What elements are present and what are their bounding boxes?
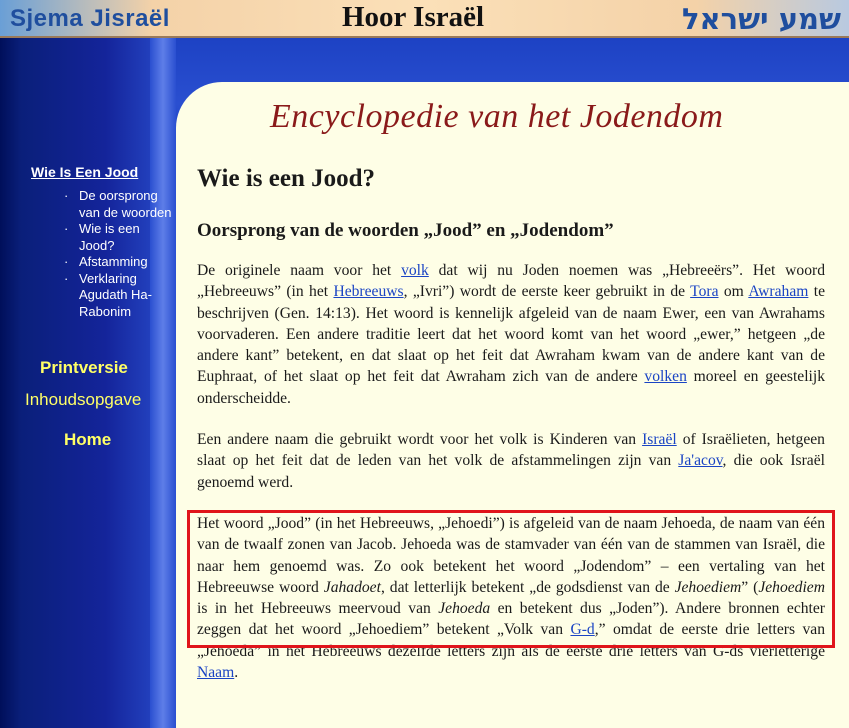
paragraph-origin — [197, 260, 825, 409]
text-run: en betekent dus „Joden”). Andere bronnen echter zeggen dat het woord „Jehoediem” betekent „Volk van — [197, 600, 825, 639]
highlight-annotation-box — [187, 510, 835, 648]
section-heading: Oorsprong van de woorden „Jood” en „Jodendom” — [197, 220, 614, 241]
text-run: , „Ivri”) wordt de eerste keer gebruikt in de — [403, 283, 691, 301]
text-run: ” ( — [741, 578, 759, 596]
term-jehoediem: Jehoediem — [758, 578, 825, 596]
site-logo-left[interactable]: Sjema Jisraël — [10, 5, 170, 32]
text-run: dat wij nu Joden noemen was „Hebreeërs”. Het woord „Hebreeuws” (in het — [197, 262, 825, 301]
site-title: Hoor Israël — [342, 1, 485, 33]
page-title: Wie is een Jood? — [197, 165, 376, 192]
link-israel[interactable]: Israël — [642, 431, 677, 449]
sidebar-subnav — [64, 188, 174, 320]
link-hebreeuws[interactable]: Hebreeuws — [333, 283, 404, 301]
text-run: , die ook Israël genoemd werd. — [197, 452, 825, 491]
link-jaacov[interactable]: Ja'acov — [678, 452, 723, 470]
text-run: , dat letterlijk betekent „de godsdienst van de — [380, 578, 675, 596]
link-volk[interactable]: volk — [401, 262, 429, 279]
link-awraham[interactable]: Awraham — [748, 283, 809, 301]
sidebar-item-wie-is-een-jood[interactable]: · Wie is een Jood? — [64, 221, 174, 254]
sidebar-item-verklaring[interactable]: · Verklaring Agudath Ha-Rabonim — [64, 271, 174, 321]
encyclopedia-banner-title: Encyclopedie van het Jodendom — [270, 98, 724, 135]
sidebar-heading-link[interactable]: Wie Is Een Jood — [31, 164, 139, 180]
text-run: De originele naam voor het — [197, 262, 402, 279]
term-jehoeda: Jehoeda — [438, 600, 491, 618]
text-run: Een andere naam die gebruikt wordt voor het volk is Kinderen van — [197, 431, 643, 449]
text-run: om — [718, 283, 749, 301]
link-naam[interactable]: Naam — [197, 664, 235, 682]
sidebar-item-oorsprong[interactable]: · De oorsprong van de woorden — [64, 188, 174, 221]
sidebar-frame-edge — [150, 38, 176, 728]
paragraph-israel — [197, 429, 825, 493]
link-g-d[interactable]: G-d — [570, 621, 595, 639]
text-run: te beschrijven (Gen. 14:13). Het woord is kennelijk afgeleid van de naam Ewer, een van Awrahams voorvaderen. Een andere traditie leert dat het woord komt van het woord „ewer,” hetgeen „de andere kant” betekent, en dat slaat op het feit dat Awraham kwam van de andere kant van de Euphraat, of het slaat op het feit dat Awraham zich van de andere — [197, 283, 825, 386]
site-header — [0, 0, 849, 38]
sidebar-item-afstamming[interactable]: · Afstamming — [64, 254, 174, 271]
text-run: . — [234, 664, 239, 682]
text-run: is in het Hebreeuws meervoud van — [197, 600, 439, 618]
text-run: ,” omdat de eerste drie letters van „Jehoeda” in het Hebreeuws dezelfde letters zijn als de eerste drie letters van G-ds vierletterige — [197, 621, 825, 660]
term-jehoediem: Jehoediem — [674, 578, 742, 596]
print-version-link[interactable]: Printversie — [40, 358, 128, 377]
link-tora[interactable]: Tora — [690, 283, 719, 301]
text-run: moreel en geestelijk onderscheidde. — [197, 368, 825, 407]
term-jahadoet: Jahadoet — [323, 578, 381, 596]
text-run: Het woord „Jood” (in het Hebreeuws, „Jehoedi”) is afgeleid van de naam Jehoeda, de naam van één van de twaalf zonen van Jacob. Jehoeda was de stamvader van één van de stammen van Israël, die naar hem genoemd was. Zo ook betekent het woord „Jodendom” – een vertaling van het Hebreeuwse woord — [197, 514, 825, 596]
home-link[interactable]: Home — [64, 430, 112, 449]
site-logo-hebrew[interactable]: שמע ישראל — [681, 2, 841, 36]
table-of-contents-link[interactable]: Inhoudsopgave — [25, 390, 142, 409]
text-run: of Israëlieten, hetgeen slaat op het feit dat de leden van het volk de afstammelingen zijn van — [197, 431, 825, 470]
link-volken[interactable]: volken — [644, 368, 687, 386]
